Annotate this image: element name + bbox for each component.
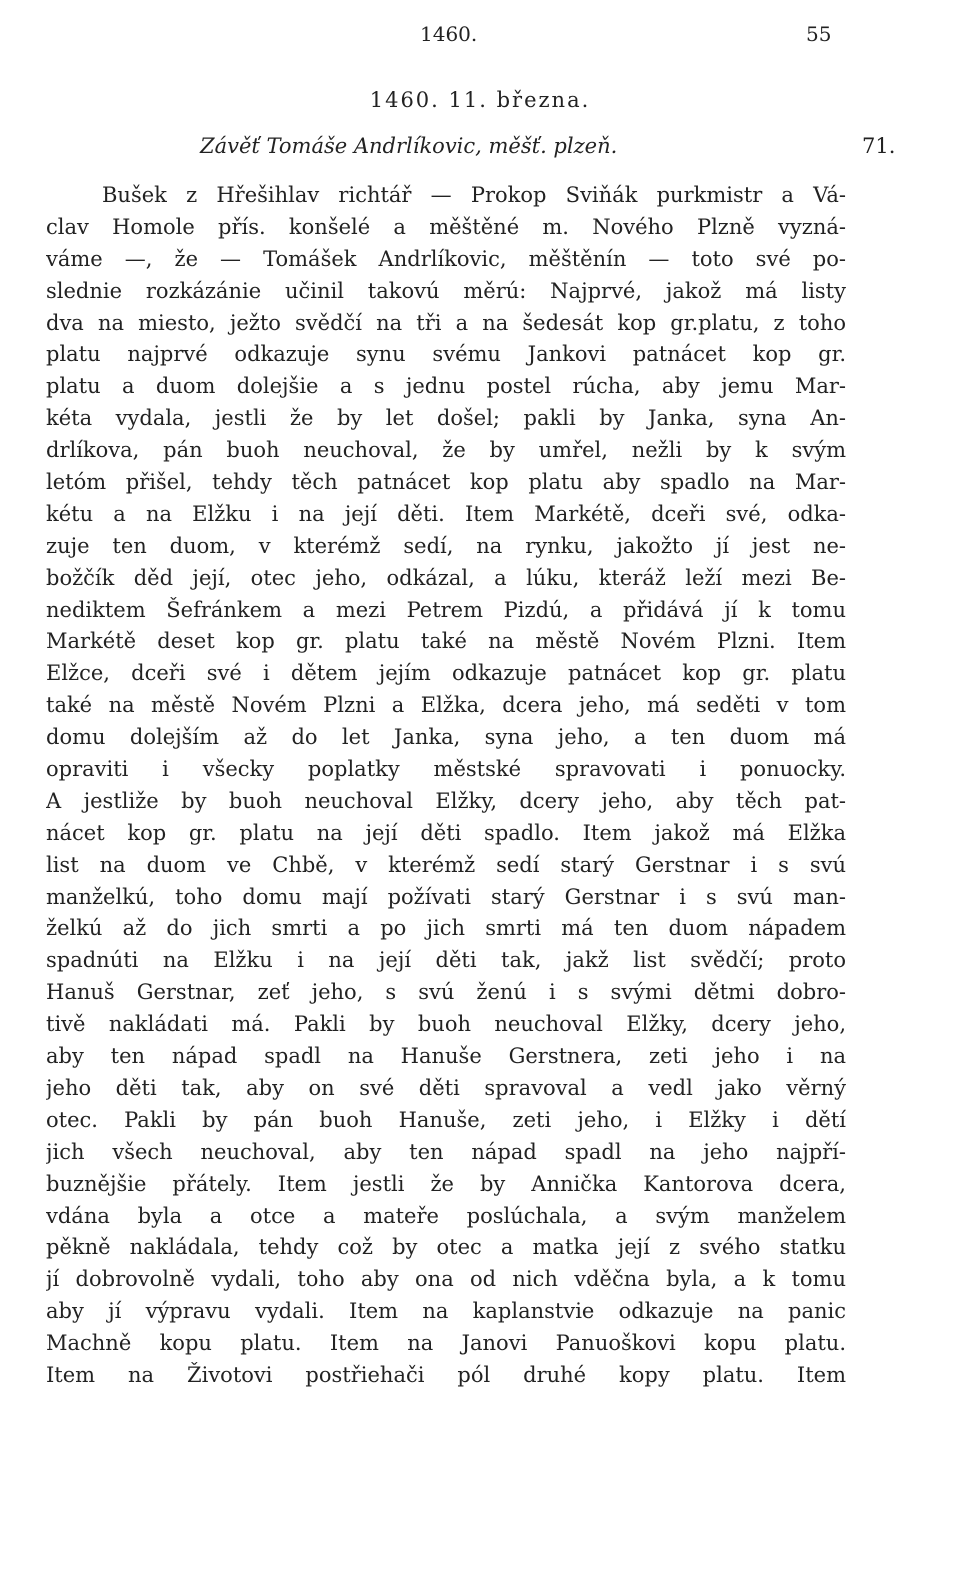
text-line: tivě nakládati má. Pakli by buoh neuchoval Elžky, dcery jeho, xyxy=(46,1012,846,1037)
text-line: zuje ten duom, v kterémž sedí, na rynku, jakožto jí jest ne- xyxy=(46,533,846,558)
text-line: pěkně nakládala, tehdy což by otec a matka její z svého statku xyxy=(46,1235,846,1260)
text-line: otec. Pakli by pán buoh Hanuše, zeti jeho, i Elžky i dětí xyxy=(46,1107,846,1132)
text-line: kéta vydala, jestli že by let došel; pakli by Janka, syna An- xyxy=(46,406,846,431)
text-line: drlíkova, pán buoh neuchoval, že by umřel, nežli by k svým xyxy=(46,438,846,463)
text-line: Machně kopu platu. Item na Janovi Panuoškovi kopu platu. xyxy=(46,1331,846,1356)
text-line: platu a duom dolejšie a s jednu postel rúcha, aby jemu Mar- xyxy=(46,374,846,399)
text-line: platu najprvé odkazuje synu svému Jankovi patnácet kop gr. xyxy=(46,342,846,367)
text-line: Hanuš Gerstnar, zeť jeho, s svú ženú i s svými dětmi dobro- xyxy=(46,980,846,1005)
document-number: 71. xyxy=(862,134,896,158)
text-line: aby jí výpravu vydali. Item na kaplanstvie odkazuje na panic xyxy=(46,1299,846,1324)
text-line: manželkú, toho domu mají požívati starý Gerstnar i s svú man- xyxy=(46,884,846,909)
text-line: kétu a na Elžku i na její děti. Item Markétě, dceři své, odka- xyxy=(46,501,846,526)
text-line: váme —, že — Tomášek Andrlíkovic, měštěnín — toto své po- xyxy=(46,246,846,271)
text-line: také na městě Novém Plzni a Elžka, dcera jeho, má seděti v tom xyxy=(46,693,846,718)
page-number: 55 xyxy=(806,22,832,46)
text-line: Bušek z Hřešihlav richtář — Prokop Sviňák purkmistr a Vá- xyxy=(102,183,846,207)
text-line: list na duom ve Chbě, v kterémž sedí starý Gerstnar i s svú xyxy=(46,852,846,877)
text-line: Markétě deset kop gr. platu také na městě Novém Plzni. Item xyxy=(46,629,846,654)
text-line: Item na Životovi postřiehači pól druhé kopy platu. Item xyxy=(46,1362,846,1387)
text-line: opraviti i všecky poplatky městské spravovati i ponuocky. xyxy=(46,757,846,782)
text-line: buznějšie přátely. Item jestli že by Annička Kantorova dcera, xyxy=(46,1171,846,1196)
text-line: božčík děd její, otec jeho, odkázal, a lúku, kteráž leží mezi Be- xyxy=(46,565,846,590)
text-line: dva na miesto, ježto svědčí na tři a na šedesát kop gr.platu, z toho xyxy=(46,310,846,335)
text-line: nediktem Šefránkem a mezi Petrem Pizdú, a přidává jí k tomu xyxy=(46,597,846,622)
page-header xyxy=(0,22,960,52)
text-line: A jestliže by buoh neuchoval Elžky, dcery jeho, aby těch pat- xyxy=(46,788,846,813)
body-text xyxy=(46,180,846,1392)
text-line: nácet kop gr. platu na její děti spadlo. Item jakož má Elžka xyxy=(46,820,846,845)
text-line: spadnúti na Elžku i na její děti tak, jakž list svědčí; proto xyxy=(46,948,846,973)
running-head-year: 1460. xyxy=(420,22,478,46)
text-line: jí dobrovolně vydali, toho aby ona od nich vděčna byla, a k tomu xyxy=(46,1267,846,1292)
entry-title: Závěť Tomáše Andrlíkovic, měšť. plzeň. xyxy=(200,134,618,158)
text-line: Elžce, dceři své i dětem jejím odkazuje patnácet kop gr. platu xyxy=(46,661,846,686)
text-line: letóm přišel, tehdy těch patnácet kop platu aby spadlo na Mar- xyxy=(46,470,846,495)
text-line: domu dolejším až do let Janka, syna jeho, a ten duom má xyxy=(46,725,846,750)
text-line: jeho děti tak, aby on své děti spravoval a vedl jako věrný xyxy=(46,1075,846,1100)
text-line: slednie rozkázánie učinil takovú měrú: Najprvé, jakož má listy xyxy=(46,278,846,303)
text-line: želkú až do jich smrti a po jich smrti má ten duom nápadem xyxy=(46,916,846,941)
text-line: vdána byla a otce a mateře poslúchala, a svým manželem xyxy=(46,1203,846,1228)
text-line: aby ten nápad spadl na Hanuše Gerstnera, zeti jeho i na xyxy=(46,1044,846,1069)
entry-date: 1460. 11. března. xyxy=(369,88,591,112)
text-line: jich všech neuchoval, aby ten nápad spadl na jeho najpří- xyxy=(46,1139,846,1164)
text-line: clav Homole přís. konšelé a měštěné m. Nového Plzně vyzná- xyxy=(46,214,846,239)
